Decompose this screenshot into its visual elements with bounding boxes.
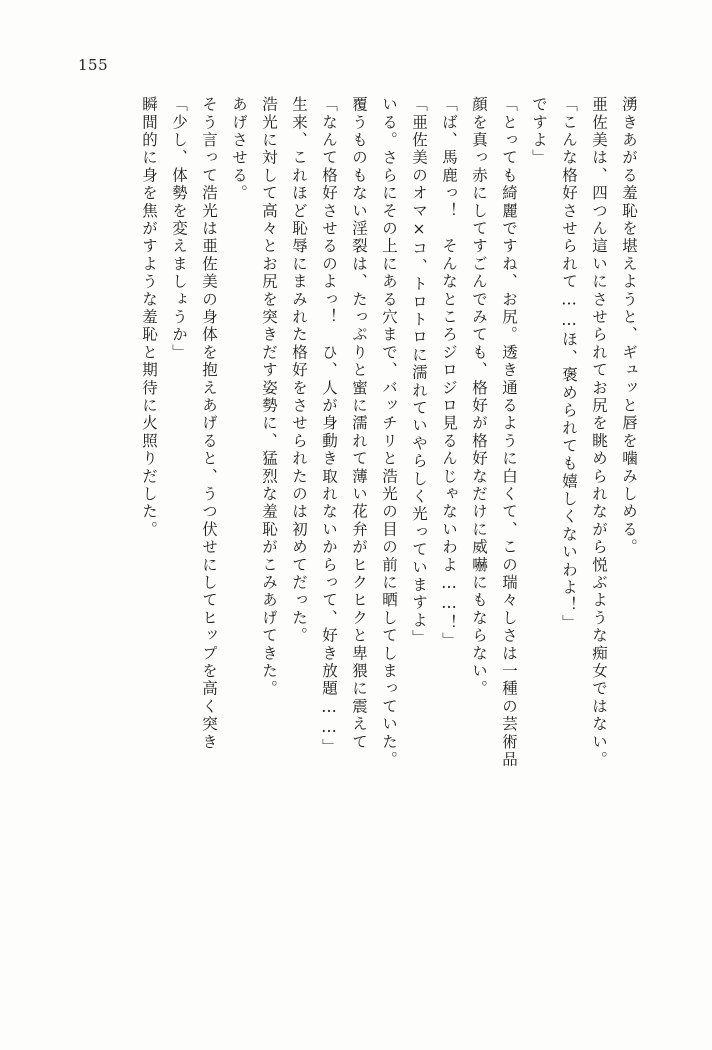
text-column: 「亜佐美のオマ×コ、トロトロに濡れていやらしく光っていますよ」 xyxy=(410,96,428,648)
text-column: そう言って浩光は亜佐美の身体を抱えあげると、うつ伏せにしてヒップを高く突き xyxy=(200,96,218,751)
text-column: 「ば、馬鹿っ！ そんなところジロジロ見るんじゃないわよ……！」 xyxy=(440,96,458,650)
text-column: 覆うものもない淫裂は、たっぷりと蜜に濡れて薄い花弁がヒクヒクと卑猥に震えて xyxy=(350,96,368,751)
text-column: 湧きあがる羞恥を堪えようと、ギュッと唇を噛みしめる。 xyxy=(620,96,638,557)
text-column: いる。さらにその上にある穴まで、バッチリと浩光の目の前に晒してしまっていた。 xyxy=(380,96,398,769)
text-column: ですよ」 xyxy=(530,96,548,167)
text-column: 「こんな格好させられて……ほ、褒められても嬉しくないわよ！」 xyxy=(560,96,578,632)
text-column: あげさせる。 xyxy=(230,96,248,203)
text-column: 亜佐美は、四つん這いにさせられてお尻を眺められながら悦ぶような痴女ではない。 xyxy=(590,96,608,769)
text-column: 顔を真っ赤にしてすごんでみても、格好が格好なだけに威嚇にもならない。 xyxy=(470,96,488,698)
text-column: 浩光に対して高々とお尻を突きだす姿勢に、猛烈な羞恥がこみあげてきた。 xyxy=(260,96,278,698)
text-column: 「少し、体勢を変えましょうか」 xyxy=(170,96,188,362)
page-number: 155 xyxy=(78,56,109,74)
text-column: 「なんて格好させるのよっ！ ひ、人が身動き取れないからって、好き放題……」 xyxy=(320,96,338,756)
text-column: 「とっても綺麗ですね、お尻。透き通るように白くて、この瑞々しさは一種の芸術品 xyxy=(500,96,518,769)
vertical-text-body xyxy=(126,96,636,976)
text-column: 瞬間的に身を焦がすような羞恥と期待に火照りだした。 xyxy=(140,96,158,539)
text-column: 生来、これほど恥辱にまみれた格好をさせられたのは初めてだった。 xyxy=(290,96,308,645)
